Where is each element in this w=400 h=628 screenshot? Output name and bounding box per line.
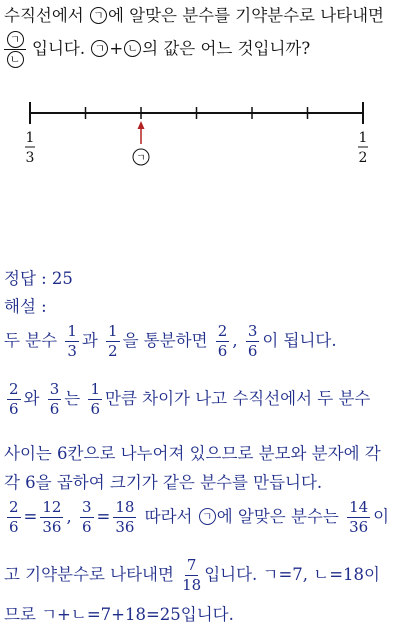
- number-line: [0, 92, 400, 182]
- right-label-denominator: 2: [358, 150, 368, 166]
- explanation-heading-text: 해설 :: [4, 297, 47, 316]
- numerator: 1: [108, 322, 118, 340]
- fraction: [48, 382, 62, 417]
- denominator: 3: [67, 342, 77, 360]
- answer-text: 정답 : 25: [4, 269, 73, 288]
- numerator: 12: [42, 498, 62, 516]
- solution-text: ,: [232, 331, 243, 350]
- denominator: 6: [217, 342, 228, 360]
- fraction: [182, 558, 201, 593]
- solution-text: 각 6을 곱하여 크기가 같은 분수를 만듭니다.: [4, 473, 323, 492]
- equals-sign: =: [96, 507, 111, 526]
- numerator: 2: [9, 380, 19, 398]
- denominator: 18: [182, 576, 202, 594]
- question-text: 에 알맞은 분수를 기약분수로 나타내면: [107, 6, 384, 25]
- question-text: 입니다.: [32, 39, 91, 58]
- fraction-giyeok-over-nieun: [4, 30, 26, 69]
- denominator: 6: [81, 518, 92, 536]
- numerator: 2: [217, 322, 228, 340]
- solution-text: 입니다. ㄱ=7, ㄴ=18이: [204, 565, 380, 584]
- arrow-head: [138, 121, 145, 129]
- solution-text: 이 됩니다.: [262, 331, 337, 350]
- solution-text: 와: [23, 389, 45, 408]
- numerator: 7: [186, 556, 197, 574]
- denominator: 36: [42, 518, 62, 536]
- left-label-numerator: 1: [25, 130, 35, 146]
- denominator: 6: [247, 342, 258, 360]
- fraction-bar: [4, 49, 26, 50]
- solution-text: ,: [66, 507, 77, 526]
- solution-text: 사이는 6칸으로 나누어져 있으므로 분모와 분자에 각: [4, 444, 381, 463]
- numerator: 1: [90, 380, 101, 398]
- circle-label-giyeok: ㄱ: [90, 7, 107, 24]
- solution-text: 두 분수: [4, 331, 63, 350]
- numerator: 1: [67, 322, 77, 340]
- solution-text: 따라서: [139, 507, 198, 526]
- fraction: [88, 382, 102, 417]
- question-line-2: [4, 30, 400, 69]
- solution-text: 이: [373, 507, 390, 526]
- marker-label: ㄱ: [136, 153, 146, 164]
- solution-text: 과: [81, 331, 104, 350]
- explanation-heading: [4, 293, 400, 317]
- denominator: 6: [49, 400, 60, 418]
- plus-sign: +: [109, 39, 124, 58]
- solution-text: 므로 ㄱ+ㄴ=7+18=25입니다.: [4, 605, 234, 624]
- solution-line-4: [4, 469, 400, 493]
- question-line-1: [4, 2, 400, 26]
- denominator: 6: [90, 400, 101, 418]
- solution-text: 을 통분하면: [122, 331, 213, 350]
- solution-line-5: [4, 500, 400, 535]
- fraction: [106, 324, 120, 359]
- fraction: [7, 382, 21, 417]
- fraction: [7, 500, 21, 535]
- fraction: [246, 324, 260, 359]
- fraction: [113, 500, 136, 535]
- numerator: 14: [349, 498, 369, 516]
- question-text: 수직선에서: [4, 6, 89, 25]
- marker-arrow: [133, 121, 149, 165]
- solution-line-3: [4, 440, 400, 464]
- equals-sign: =: [23, 507, 38, 526]
- fraction: [65, 324, 79, 359]
- circle-label-giyeok: ㄱ: [91, 40, 108, 57]
- solution-text: 는: [64, 389, 86, 408]
- numerator: 3: [247, 322, 258, 340]
- solution-line-6: [4, 558, 400, 593]
- left-label-denominator: 3: [25, 150, 35, 166]
- circle-label-giyeok: ㄱ: [7, 31, 24, 48]
- fraction: [347, 500, 370, 535]
- numerator: 3: [81, 498, 92, 516]
- denominator: 2: [108, 342, 118, 360]
- circle-label-giyeok: ㄱ: [199, 508, 216, 525]
- denominator: 6: [9, 518, 19, 536]
- circle-label-nieun: ㄴ: [124, 40, 141, 57]
- denominator: 36: [349, 518, 369, 536]
- circle-label-nieun: ㄴ: [7, 51, 24, 68]
- answer-line: [4, 265, 400, 289]
- question-text: 의 값은 어느 것입니까?: [142, 39, 311, 58]
- numerator: 2: [9, 498, 19, 516]
- fraction: [216, 324, 230, 359]
- denominator: 6: [9, 400, 19, 418]
- solution-text: 에 알맞은 분수는: [216, 507, 345, 526]
- denominator: 36: [115, 518, 135, 536]
- solution-line-7: [4, 601, 400, 625]
- fraction: [40, 500, 63, 535]
- numerator: 3: [49, 380, 60, 398]
- solution-line-2: [4, 382, 400, 417]
- right-label-numerator: 1: [358, 130, 368, 146]
- numerator: 18: [115, 498, 135, 516]
- solution-text: 고 기약분수로 나타내면: [4, 565, 180, 584]
- fraction: [80, 500, 94, 535]
- solution-text: 만큼 차이가 나고 수직선에서 두 분수: [105, 389, 371, 408]
- solution-line-1: [4, 324, 400, 359]
